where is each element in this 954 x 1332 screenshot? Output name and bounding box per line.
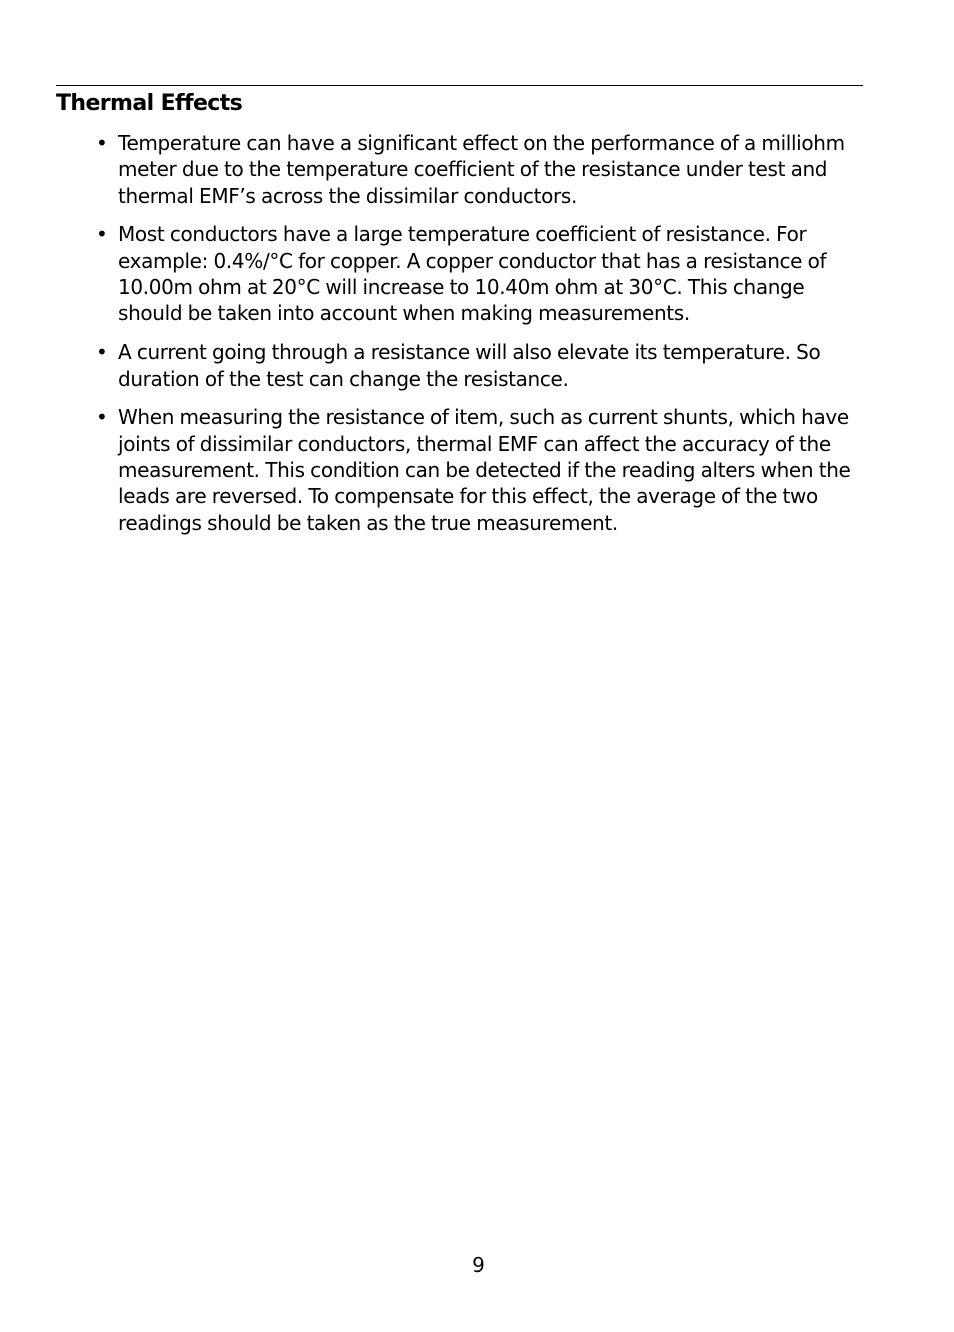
bullet-marker: •: [96, 340, 108, 365]
bullet-list: [96, 130, 868, 549]
bullet-marker: •: [96, 222, 108, 247]
bullet-item: [96, 221, 868, 326]
section-divider: [56, 85, 863, 86]
bullet-text: Temperature can have a significant effect on the performance of a milliohm meter due to the temperature coefficient of the resistance under test and thermal EMF’s across the dissimilar conductors.: [118, 131, 845, 208]
bullet-text: Most conductors have a large temperature coefficient of resistance. For example: 0.4%/°C for copper. A copper conductor that has a resistance of 10.00m ohm at 20°C will increase to 10.40m ohm at 30°C. This change should be taken into account when making measurements.: [118, 222, 827, 326]
page-number: 9: [472, 1253, 485, 1277]
bullet-text: A current going through a resistance will also elevate its temperature. So duration of the test can change the resistance.: [118, 340, 821, 391]
bullet-item: [96, 404, 868, 535]
bullet-marker: •: [96, 405, 108, 430]
bullet-marker: •: [96, 131, 108, 155]
bullet-item: [96, 339, 868, 392]
bullet-text: When measuring the resistance of item, such as current shunts, which have joints of dissimilar conductors, thermal EMF can affect the accuracy of the measurement. This condition can be detected if the reading alters when the leads are reversed. To compensate for this effect, the average of the two readings should be taken as the true measurement.: [118, 405, 851, 535]
bullet-item: [96, 130, 868, 209]
section-title: Thermal Effects: [56, 91, 243, 116]
